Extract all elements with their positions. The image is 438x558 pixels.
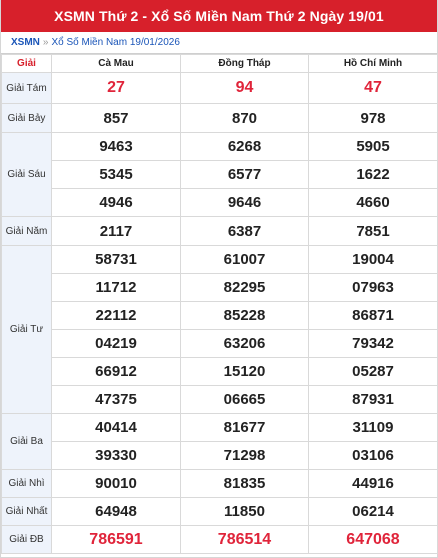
- jackpot-number: 647068: [309, 526, 438, 554]
- prize-number: 81677: [181, 414, 309, 442]
- prize-number: 11850: [181, 498, 309, 526]
- prize-number: 90010: [52, 470, 181, 498]
- prize-number: 94: [181, 73, 309, 104]
- table-row-giai-tu: [2, 358, 438, 386]
- prize-number: 5345: [52, 161, 181, 189]
- prize-number: 39330: [52, 442, 181, 470]
- table-row-giai-nhi: [2, 470, 438, 498]
- prize-number: 978: [309, 104, 438, 133]
- prize-number: 2117: [52, 217, 181, 246]
- prize-number: 47: [309, 73, 438, 104]
- breadcrumb-current-link[interactable]: Xổ Số Miền Nam 19/01/2026: [51, 37, 180, 48]
- prize-number: 61007: [181, 246, 309, 274]
- prize-number: 66912: [52, 358, 181, 386]
- prize-number: 05287: [309, 358, 438, 386]
- prize-number: 06665: [181, 386, 309, 414]
- prize-label-giai-nhat: Giải Nhất: [2, 498, 52, 526]
- jackpot-number: 786514: [181, 526, 309, 554]
- prize-number: 03106: [309, 442, 438, 470]
- table-row-giai-sau: [2, 133, 438, 161]
- table-row-giai-ba: [2, 414, 438, 442]
- prize-number: 64948: [52, 498, 181, 526]
- prize-number: 63206: [181, 330, 309, 358]
- prize-number: 870: [181, 104, 309, 133]
- table-row-giai-tu: [2, 274, 438, 302]
- prize-number: 6577: [181, 161, 309, 189]
- table-row-giai-ba: [2, 442, 438, 470]
- table-row-giai-sau: [2, 189, 438, 217]
- prize-number: 31109: [309, 414, 438, 442]
- breadcrumb: [1, 32, 437, 54]
- prize-number: 15120: [181, 358, 309, 386]
- page-title: XSMN Thứ 2 - Xổ Số Miền Nam Thứ 2 Ngày 19/01: [1, 0, 437, 32]
- jackpot-number: 786591: [52, 526, 181, 554]
- prize-number: 7851: [309, 217, 438, 246]
- prize-label-giai-sau: Giải Sáu: [2, 133, 52, 217]
- prize-number: 1622: [309, 161, 438, 189]
- prize-number: 79342: [309, 330, 438, 358]
- prize-number: 82295: [181, 274, 309, 302]
- prize-number: 44916: [309, 470, 438, 498]
- table-row-giai-tam: [2, 73, 438, 104]
- prize-number: 19004: [309, 246, 438, 274]
- table-row-giai-tu: [2, 330, 438, 358]
- prize-number: 04219: [52, 330, 181, 358]
- results-table: [1, 54, 438, 554]
- prize-number: 07963: [309, 274, 438, 302]
- prize-label-giai-ba: Giải Ba: [2, 414, 52, 470]
- prize-label-giai-tam: Giải Tám: [2, 73, 52, 104]
- column-header-ca-mau[interactable]: Cà Mau: [52, 55, 181, 73]
- prize-number: 857: [52, 104, 181, 133]
- prize-number: 27: [52, 73, 181, 104]
- prize-number: 58731: [52, 246, 181, 274]
- table-row-giai-tu: [2, 302, 438, 330]
- prize-label-giai-nhi: Giải Nhì: [2, 470, 52, 498]
- prize-number: 9646: [181, 189, 309, 217]
- prize-number: 87931: [309, 386, 438, 414]
- prize-number: 4946: [52, 189, 181, 217]
- prize-number: 4660: [309, 189, 438, 217]
- table-row-giai-bay: [2, 104, 438, 133]
- prize-number: 71298: [181, 442, 309, 470]
- table-row-giai-tu: [2, 386, 438, 414]
- prize-number: 6387: [181, 217, 309, 246]
- column-header-ho-chi-minh[interactable]: Hồ Chí Minh: [309, 55, 438, 73]
- breadcrumb-home-link[interactable]: XSMN: [11, 37, 40, 48]
- prize-label-giai-db: Giải ĐB: [2, 526, 52, 554]
- column-header-dong-thap[interactable]: Đồng Tháp: [181, 55, 309, 73]
- table-row-giai-nhat: [2, 498, 438, 526]
- breadcrumb-separator: »: [42, 37, 49, 48]
- prize-number: 22112: [52, 302, 181, 330]
- prize-number: 06214: [309, 498, 438, 526]
- table-row-giai-sau: [2, 161, 438, 189]
- table-row-giai-nam: [2, 217, 438, 246]
- table-row-giai-db: [2, 526, 438, 554]
- prize-number: 9463: [52, 133, 181, 161]
- prize-number: 40414: [52, 414, 181, 442]
- table-header-row: [2, 55, 438, 73]
- table-row-giai-tu: [2, 246, 438, 274]
- prize-number: 5905: [309, 133, 438, 161]
- prize-label-giai-nam: Giải Năm: [2, 217, 52, 246]
- column-header-giai: Giải: [2, 55, 52, 73]
- prize-number: 11712: [52, 274, 181, 302]
- prize-label-giai-tu: Giải Tư: [2, 246, 52, 414]
- prize-number: 47375: [52, 386, 181, 414]
- prize-number: 81835: [181, 470, 309, 498]
- prize-number: 85228: [181, 302, 309, 330]
- prize-number: 86871: [309, 302, 438, 330]
- prize-label-giai-bay: Giải Bảy: [2, 104, 52, 133]
- prize-number: 6268: [181, 133, 309, 161]
